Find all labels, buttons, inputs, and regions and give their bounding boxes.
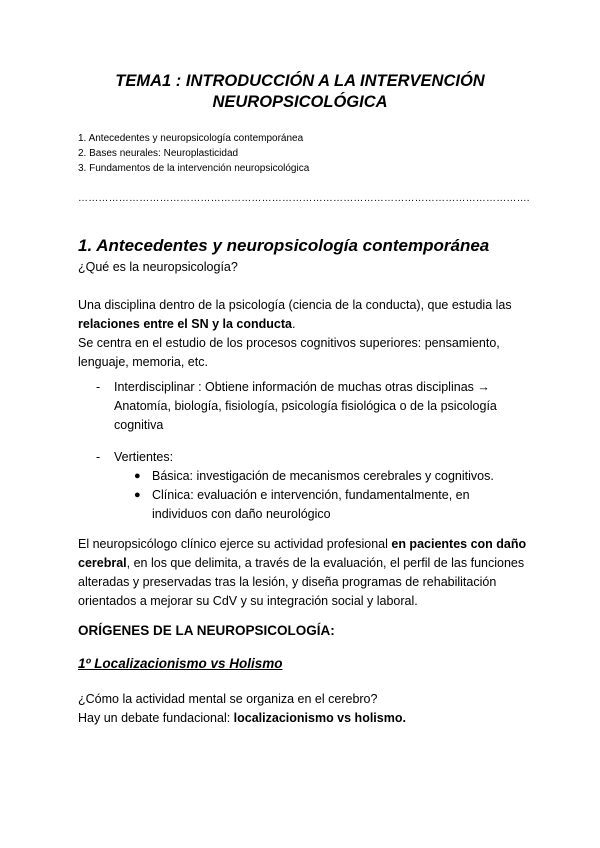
section-heading: 1. Antecedentes y neuropsicología contemporánea bbox=[78, 236, 490, 255]
intro-question: ¿Qué es la neuropsicología? bbox=[78, 260, 238, 274]
bullet-dot-icon: ● bbox=[134, 489, 141, 501]
title-line-2: NEUROPSICOLÓGICA bbox=[212, 93, 388, 111]
clinical-paragraph bbox=[78, 535, 528, 611]
bullet-dot-icon: ● bbox=[134, 470, 141, 482]
sub-list-item bbox=[78, 467, 528, 486]
title-line-1: TEMA1 : INTRODUCCIÓN A LA INTERVENCIÓN bbox=[115, 72, 485, 90]
table-of-contents bbox=[78, 131, 309, 176]
debate-bold: localizacionismo vs holismo. bbox=[233, 711, 406, 725]
vertiente-basica: Básica: investigación de mecanismos cerebrales y cognitivos. bbox=[152, 469, 494, 483]
dash-marker: - bbox=[96, 450, 101, 464]
dotted-separator: ……………………………………………………………………………………………………………………. bbox=[78, 193, 530, 204]
toc-item: 3. Fundamentos de la intervención neuropsicológica bbox=[78, 163, 310, 174]
sub-list-item bbox=[78, 486, 528, 524]
toc-item: 1. Antecedentes y neuropsicología contemporánea bbox=[78, 133, 304, 144]
bullet-list bbox=[78, 378, 528, 435]
origins-paragraph bbox=[78, 690, 528, 728]
debate-line bbox=[78, 709, 528, 728]
definition-bold: relaciones entre el SN y la conducta bbox=[78, 317, 292, 331]
origins-question: ¿Cómo la actividad mental se organiza en el cerebro? bbox=[78, 692, 378, 706]
vertientes-label: Vertientes: bbox=[114, 450, 174, 464]
definition-text: Una disciplina dentro de la psicología (ciencia de la conducta), que estudia las bbox=[78, 298, 512, 312]
origins-heading: ORÍGENES DE LA NEUROPSICOLOGÍA: bbox=[78, 623, 335, 638]
document-title bbox=[0, 71, 600, 113]
list-item bbox=[78, 448, 528, 467]
dash-marker: - bbox=[96, 380, 101, 394]
clinical-text: El neuropsicólogo clínico ejerce su actividad profesional bbox=[78, 537, 392, 551]
definition-paragraph bbox=[78, 296, 528, 334]
clinical-bold: en pacientes con daño cerebral bbox=[78, 537, 527, 570]
interdisciplinar-text: Interdisciplinar : Obtiene información de muchas otras disciplinas → Anatomía, biología, fisiología, psicología fisiológica o de la psicología cognitiva bbox=[114, 380, 497, 432]
debate-text: Hay un debate fundacional: bbox=[78, 711, 234, 725]
list-item bbox=[78, 378, 528, 435]
clinical-end: , en los que delimita, a través de la evaluación, el perfil de las funciones alteradas y preservadas tras la lesión, y diseña programas de rehabilitación orientados a mejorar su CdV y su integración social y laboral. bbox=[78, 556, 525, 608]
vertientes-list bbox=[78, 448, 528, 524]
origins-subheading: 1º Localizacionismo vs Holismo bbox=[78, 656, 283, 671]
focus-paragraph: Se centra en el estudio de los procesos cognitivos superiores: pensamiento, lenguaje, memoria, etc. bbox=[78, 336, 500, 369]
vertiente-clinica: Clínica: evaluación e intervención, fundamentalmente, en individuos con daño neurológico bbox=[152, 488, 470, 521]
toc-item: 2. Bases neurales: Neuroplasticidad bbox=[78, 148, 239, 159]
definition-end: . bbox=[291, 317, 296, 331]
